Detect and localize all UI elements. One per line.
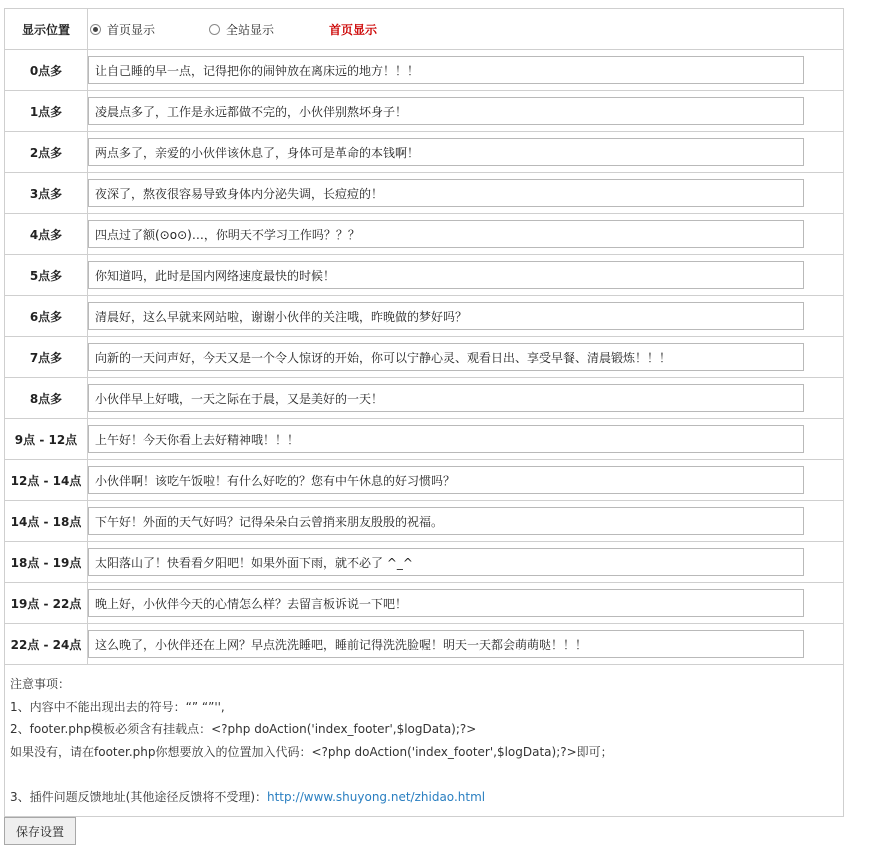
radio-sitewide[interactable]	[209, 21, 274, 38]
message-input[interactable]	[88, 507, 804, 535]
message-row	[5, 50, 844, 91]
radio-homepage-label: 首页显示	[107, 22, 156, 37]
message-row-label: 4点多	[5, 214, 88, 255]
notes-line-1: 1、内容中不能出现出去的符号：“” “”'',	[10, 699, 225, 714]
display-position-radios	[88, 9, 843, 49]
current-display-value: 首页显示	[329, 22, 378, 37]
feedback-link[interactable]: http://www.shuyong.net/zhidao.html	[267, 789, 486, 804]
notes-title: 注意事项：	[10, 677, 71, 691]
radio-homepage-circle[interactable]	[90, 24, 101, 35]
message-row-label: 1点多	[5, 91, 88, 132]
message-row	[5, 624, 844, 665]
message-input[interactable]	[88, 179, 804, 207]
message-input[interactable]	[88, 220, 804, 248]
notes-line-3: 如果没有，请在footer.php你想要放入的位置加入代码：<?php doAction('index_footer',$logData);?>即可；	[10, 744, 613, 759]
message-row	[5, 337, 844, 378]
notes-line-4	[10, 786, 838, 809]
message-row	[5, 91, 844, 132]
message-row	[5, 542, 844, 583]
message-row	[5, 173, 844, 214]
message-row	[5, 460, 844, 501]
message-row-label: 12点 - 14点	[5, 460, 88, 501]
message-row	[5, 419, 844, 460]
display-position-label: 显示位置	[5, 9, 88, 50]
notes-feedback-label: 3、插件问题反馈地址(其他途径反馈将不受理)：	[10, 789, 267, 804]
message-input[interactable]	[88, 97, 804, 125]
message-row-label: 5点多	[5, 255, 88, 296]
message-row	[5, 132, 844, 173]
settings-panel	[4, 8, 844, 817]
settings-table	[4, 8, 844, 665]
message-input[interactable]	[88, 138, 804, 166]
message-input[interactable]	[88, 466, 804, 494]
message-row-label: 18点 - 19点	[5, 542, 88, 583]
message-row-label: 2点多	[5, 132, 88, 173]
radio-homepage[interactable]	[90, 21, 155, 38]
message-row	[5, 255, 844, 296]
radio-sitewide-label: 全站显示	[226, 22, 275, 37]
radio-sitewide-circle[interactable]	[209, 24, 220, 35]
message-row-label: 22点 - 24点	[5, 624, 88, 665]
message-input[interactable]	[88, 630, 804, 658]
message-row-label: 3点多	[5, 173, 88, 214]
message-row-label: 9点 - 12点	[5, 419, 88, 460]
message-row-label: 19点 - 22点	[5, 583, 88, 624]
message-row	[5, 583, 844, 624]
message-row	[5, 378, 844, 419]
message-row-label: 0点多	[5, 50, 88, 91]
notes-spacer	[10, 763, 838, 786]
message-row-label: 8点多	[5, 378, 88, 419]
message-input[interactable]	[88, 384, 804, 412]
message-input[interactable]	[88, 302, 804, 330]
notes-line-2: 2、footer.php模板必须含有挂载点：<?php doAction('index_footer',$logData);?>	[10, 722, 477, 736]
message-input[interactable]	[88, 589, 804, 617]
message-input[interactable]	[88, 425, 804, 453]
message-row	[5, 214, 844, 255]
message-row	[5, 501, 844, 542]
message-input[interactable]	[88, 261, 804, 289]
message-input[interactable]	[88, 56, 804, 84]
display-position-row	[5, 9, 844, 50]
save-settings-button[interactable]: 保存设置	[4, 817, 76, 845]
message-row-label: 6点多	[5, 296, 88, 337]
message-row-label: 7点多	[5, 337, 88, 378]
message-input[interactable]	[88, 343, 804, 371]
notes-section	[4, 665, 844, 817]
message-row	[5, 296, 844, 337]
message-row-label: 14点 - 18点	[5, 501, 88, 542]
message-input[interactable]	[88, 548, 804, 576]
